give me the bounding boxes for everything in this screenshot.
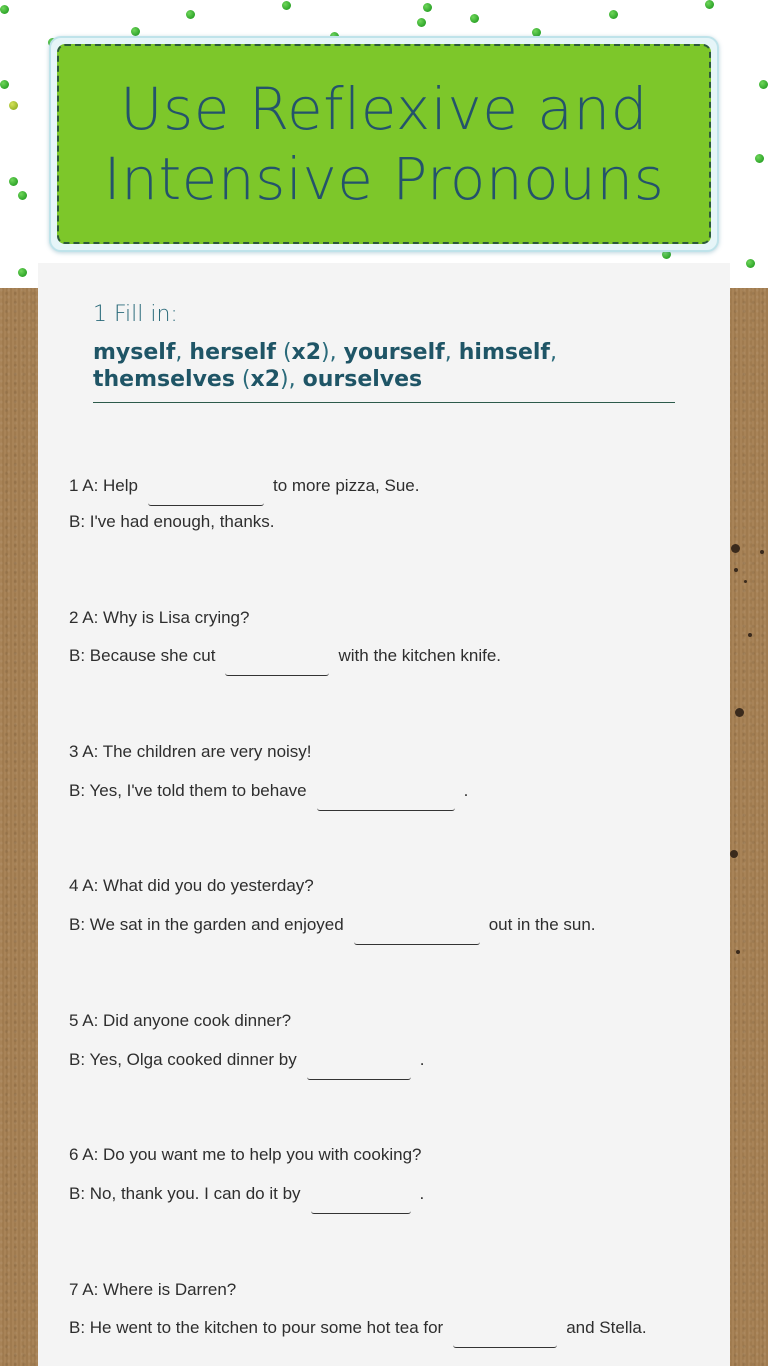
question-text: 1 A: Help bbox=[69, 476, 138, 495]
answer-text: B: We sat in the garden and enjoyed bbox=[69, 915, 344, 934]
question-3-line-b bbox=[69, 779, 468, 803]
answer-text: B: He went to the kitchen to pour some hot tea for bbox=[69, 1318, 444, 1337]
question-2-line-b bbox=[69, 644, 501, 668]
ink-spot bbox=[748, 633, 752, 637]
word-bank-item: themselves bbox=[93, 367, 235, 392]
question-5-line-b bbox=[69, 1048, 425, 1072]
title-banner bbox=[49, 36, 719, 252]
question-6-line-a bbox=[69, 1145, 421, 1165]
question-2-line-a bbox=[69, 608, 249, 628]
title-panel bbox=[57, 44, 711, 244]
question-7-line-a bbox=[69, 1280, 236, 1300]
word-bank: myself, herself (x2), yourself, himself, themselves (x2), ourselves bbox=[93, 340, 557, 392]
section-heading: 1 Fill in: bbox=[93, 302, 178, 327]
answer-text: B: Because she cut bbox=[69, 646, 216, 665]
divider bbox=[93, 402, 675, 403]
question-text: 5 A: Did anyone cook dinner? bbox=[69, 1011, 292, 1030]
answer-text: . bbox=[463, 781, 469, 800]
ink-spot bbox=[744, 580, 747, 583]
answer-blank-4[interactable] bbox=[354, 921, 480, 945]
question-text: 7 A: Where is Darren? bbox=[69, 1280, 237, 1299]
ink-spot bbox=[760, 550, 764, 554]
question-text: 2 A: Why is Lisa crying? bbox=[69, 608, 250, 627]
word-bank-count: x2 bbox=[291, 340, 322, 365]
answer-text: and Stella. bbox=[566, 1318, 647, 1337]
answer-blank-1[interactable] bbox=[148, 482, 264, 506]
answer-text: with the kitchen knife. bbox=[338, 646, 502, 665]
word-bank-item: yourself bbox=[343, 340, 445, 365]
question-7-line-b bbox=[69, 1316, 647, 1340]
question-text: to more pizza, Sue. bbox=[273, 476, 420, 495]
question-4-line-a bbox=[69, 876, 314, 896]
answer-blank-7[interactable] bbox=[453, 1324, 557, 1348]
ink-spot bbox=[730, 850, 738, 858]
ink-spot bbox=[731, 544, 740, 553]
ink-spot bbox=[734, 568, 738, 572]
word-bank-item: myself bbox=[93, 340, 176, 365]
ink-spot bbox=[736, 950, 740, 954]
answer-blank-6[interactable] bbox=[311, 1190, 411, 1214]
question-3-line-a bbox=[69, 742, 312, 762]
question-text: 6 A: Do you want me to help you with cooking? bbox=[69, 1145, 422, 1164]
answer-text: B: Yes, Olga cooked dinner by bbox=[69, 1050, 297, 1069]
word-bank-item: himself bbox=[458, 340, 550, 365]
ink-spot bbox=[735, 708, 744, 717]
answer-blank-2[interactable] bbox=[225, 652, 329, 676]
question-text: 4 A: What did you do yesterday? bbox=[69, 876, 314, 895]
question-text: 3 A: The children are very noisy! bbox=[69, 742, 312, 761]
answer-blank-5[interactable] bbox=[307, 1056, 411, 1080]
answer-text: out in the sun. bbox=[488, 915, 596, 934]
question-4-line-b bbox=[69, 913, 596, 937]
word-bank-item: herself bbox=[189, 340, 276, 365]
page-title: Use Reflexive and Intensive Pronouns bbox=[103, 75, 665, 213]
answer-blank-3[interactable] bbox=[317, 787, 455, 811]
answer-text: B: Yes, I've told them to behave bbox=[69, 781, 307, 800]
answer-text: . bbox=[419, 1050, 425, 1069]
answer-text: B: No, thank you. I can do it by bbox=[69, 1184, 301, 1203]
question-5-line-a bbox=[69, 1011, 291, 1031]
word-bank-count: x2 bbox=[250, 367, 281, 392]
question-1-line-a bbox=[69, 474, 419, 498]
question-1-line-b bbox=[69, 512, 275, 532]
question-6-line-b bbox=[69, 1182, 424, 1206]
word-bank-item: ourselves bbox=[302, 367, 423, 392]
answer-text: . bbox=[419, 1184, 425, 1203]
answer-text: B: I've had enough, thanks. bbox=[69, 512, 275, 531]
